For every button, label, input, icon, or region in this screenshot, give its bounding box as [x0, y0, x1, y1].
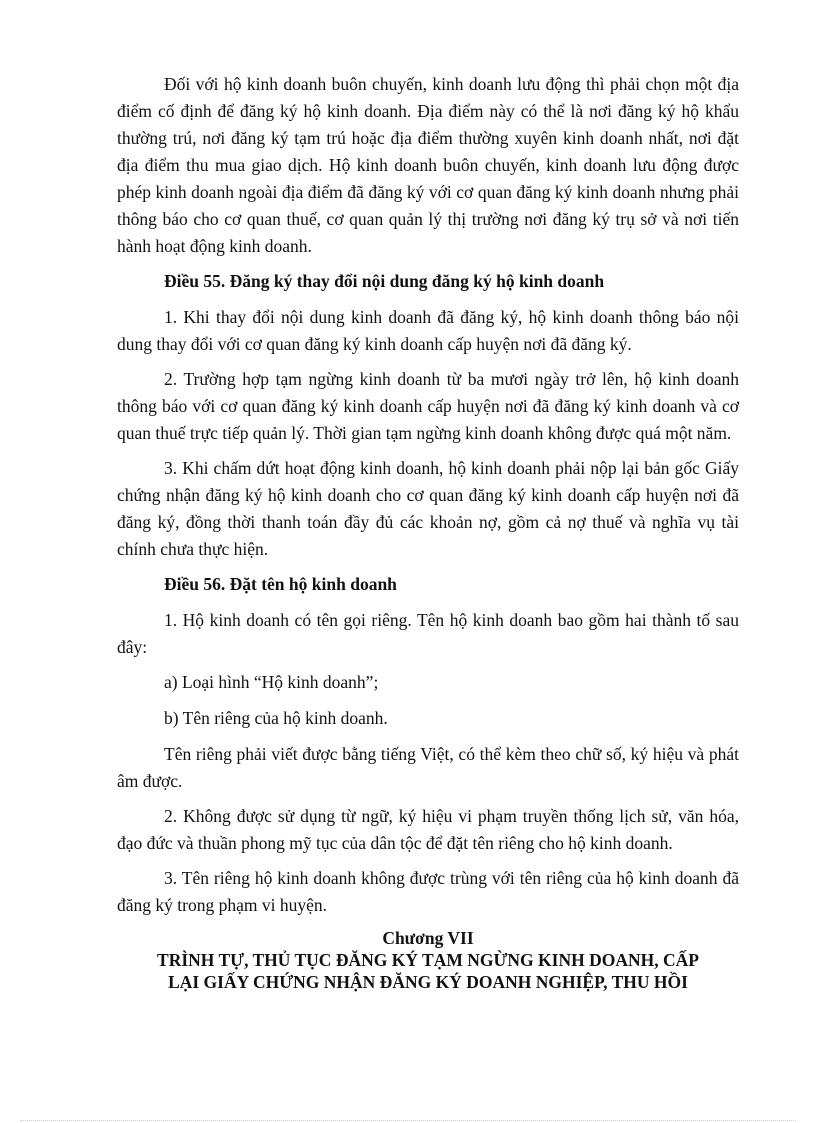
chapter-heading — [117, 927, 739, 993]
list-item: b) Tên riêng của hộ kinh doanh. — [164, 708, 388, 728]
document-page — [117, 71, 739, 993]
paragraph: 2. Trường hợp tạm ngừng kinh doanh từ ba mươi ngày trở lên, hộ kinh doanh thông báo với cơ quan đăng ký kinh doanh cấp huyện nơi đã đăng ký kinh doanh và cơ quan thuế trực tiếp quản lý. Thời gian tạm ngừng kinh doanh không được quá một năm. — [117, 369, 739, 443]
paragraph: 3. Khi chấm dứt hoạt động kinh doanh, hộ kinh doanh phải nộp lại bản gốc Giấy chứng nhận đăng ký hộ kinh doanh cho cơ quan đăng ký kinh doanh cấp huyện nơi đã đăng ký, đồng thời thanh toán đầy đủ các khoản nợ, gồm cả nợ thuế và nghĩa vụ tài chính chưa thực hiện. — [117, 458, 739, 559]
page-bottom-divider — [20, 1120, 796, 1121]
paragraph: Đối với hộ kinh doanh buôn chuyến, kinh doanh lưu động thì phải chọn một địa điểm cố định để đăng ký hộ kinh doanh. Địa điểm này có thể là nơi đăng ký hộ khẩu thường trú, nơi đăng ký tạm trú hoặc địa điểm thường xuyên kinh doanh nhất, nơi đặt địa điểm thu mua giao dịch. Hộ kinh doanh buôn chuyến, kinh doanh lưu động được phép kinh doanh ngoài địa điểm đã đăng ký với cơ quan đăng ký kinh doanh nhưng phải thông báo cho cơ quan thuế, cơ quan quản lý thị trường nơi đăng ký trụ sở và nơi tiến hành hoạt động kinh doanh. — [117, 74, 739, 256]
chapter-title-line-2: LẠI GIẤY CHỨNG NHẬN ĐĂNG KÝ DOANH NGHIỆP, THU HỒI — [168, 972, 688, 992]
paragraph: Tên riêng phải viết được bằng tiếng Việt, có thể kèm theo chữ số, ký hiệu và phát âm được. — [117, 744, 739, 791]
paragraph: 1. Hộ kinh doanh có tên gọi riêng. Tên hộ kinh doanh bao gồm hai thành tố sau đây: — [117, 610, 739, 657]
paragraph: 1. Khi thay đổi nội dung kinh doanh đã đăng ký, hộ kinh doanh thông báo nội dung thay đổi với cơ quan đăng ký kinh doanh cấp huyện nơi đã đăng ký. — [117, 307, 739, 354]
article-55-heading: Điều 55. Đăng ký thay đổi nội dung đăng ký hộ kinh doanh — [164, 271, 605, 291]
chapter-title-line-1: TRÌNH TỰ, THỦ TỤC ĐĂNG KÝ TẠM NGỪNG KINH DOANH, CẤP — [157, 950, 699, 970]
paragraph: 3. Tên riêng hộ kinh doanh không được trùng với tên riêng của hộ kinh doanh đã đăng ký trong phạm vi huyện. — [117, 868, 739, 915]
chapter-number: Chương VII — [382, 928, 474, 948]
list-item: a) Loại hình “Hộ kinh doanh”; — [164, 672, 379, 692]
paragraph: 2. Không được sử dụng từ ngữ, ký hiệu vi phạm truyền thống lịch sử, văn hóa, đạo đức và thuần phong mỹ tục của dân tộc để đặt tên riêng cho hộ kinh doanh. — [117, 806, 739, 853]
article-56-heading: Điều 56. Đặt tên hộ kinh doanh — [164, 574, 397, 594]
